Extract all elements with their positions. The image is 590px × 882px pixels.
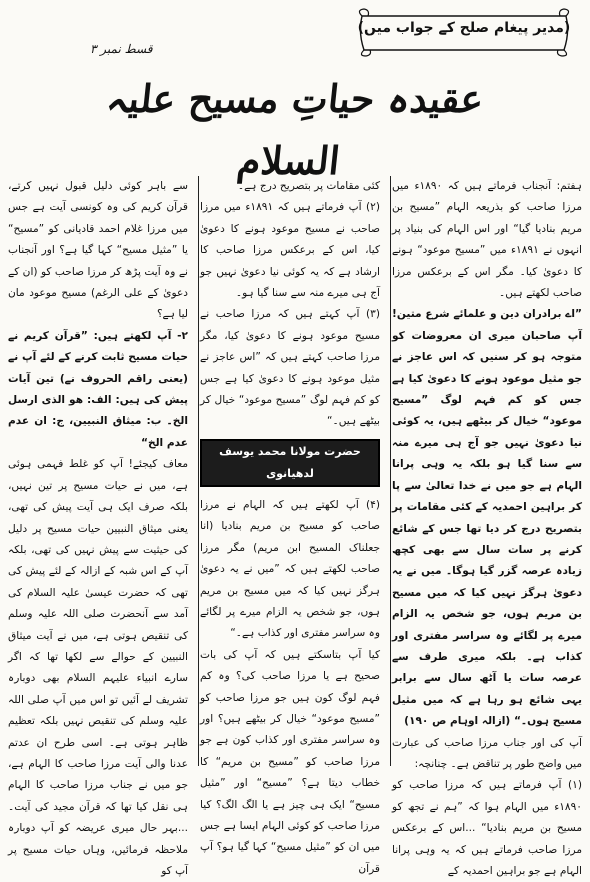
column-middle: [200, 176, 381, 875]
paragraph: ”اے برادران دین و علمائے شرع متین! آپ صاحبان میری ان معروضات کو متوجہ ہو کر سنیں کہ اس عاجز نے جو مثیل موعود ہونے کا دعویٰ کیا ہے جس کو کم فہم لوگ ”مسیح موعود“ خیال کر بیٹھے ہیں، یہ کوئی نیا دعویٰ نہیں جو آج ہی میرے منہ سے سنا گیا ہو بلکہ یہ وہی پرانا الہام ہے جو میں نے خدا تعالیٰ سے پا کر براہین احمدیہ کے کئی مقامات پر بتصریح درج کر دیا تھا جس کے شائع کرنے پر سات سال سے بھی کچھ زیادہ عرصہ گزر گیا ہوگا۔ میں نے یہ دعویٰ ہرگز نہیں کیا کہ میں مسیح بن مریم ہوں، جو شخص یہ الزام میرے پر لگائے وہ سراسر مفتری اور کذاب ہے۔ بلکہ میری طرف سے عرصہ سات یا آٹھ سال سے برابر یہی شائع ہو رہا ہے کہ میں مثیل مسیح ہوں۔“ (ازالہ اوہام ص ۱۹۰): [392, 308, 582, 728]
paragraph: (۳) آپ کہتے ہیں کہ مرزا صاحب نے مسیح موعود ہونے کا دعویٰ کیا، مگر مرزا صاحب کہتے ہیں کہ ”اس عاجز نے مثیل موعود ہونے کا دعویٰ کیا ہے جس کو کم فہم لوگ ”مسیح موعود“ خیال کر بیٹھے ہیں۔“: [200, 308, 380, 428]
paragraph: (۱) آپ فرماتے ہیں کہ مرزا صاحب کو ۱۸۹۰ء میں الہام ہوا کہ ”ہم نے تجھ کو مسیح بن مریم بنادیا“ ...اس کے برعکس مرزا صاحب فرماتے ہیں کہ یہ وہی پرانا الہام ہے جو براہین احمدیہ کے: [392, 779, 582, 877]
paragraph: معاف کیجئے! آپ کو غلط فہمی ہوئی ہے، میں نے حیات مسیح پر تین نہیں، بلکہ صرف ایک ہی آیت پیش کی تھی، یعنی میثاق النبیین حیات مسیح پر دلیل کی حیثیت سے پیش نہیں کی تھی، بلکہ آپ کے اس شبہ کے ازالہ کے لئے پیش کی تھی کہ حضرت عیسیٰ علیہ السلام کی آمد سے آنحضرت صلی اللہ علیہ وسلم کی تنقیص ہوتی ہے، میں نے آیت میثاق النبیین کے حوالے سے لکھا تھا کہ اگر سارے انبیاء علیہم السلام بھی دوبارہ تشریف لے آئیں تو اس میں آپ صلی اللہ علیہ وسلم کی تنقیص نہیں بلکہ تعظیم ظاہر ہوتی ہے۔ اسی طرح ان عدتم عدنا والی آیت مرزا صاحب کا الہام ہے، جو میں نے جناب مرزا صاحب کا الہام ہی نقل کیا تھا کہ قرآن مجید کی آیت۔ ...بہر حال میری عریضہ کو آپ دوبارہ ملاحظہ فرمائیں، وہاں حیات مسیح پر آپ کو: [8, 458, 188, 877]
column-title-frame: [354, 6, 574, 58]
column-divider: [390, 176, 391, 766]
paragraph: کیا آپ بتاسکتے ہیں کہ آپ کی بات صحیح ہے یا مرزا صاحب کی؟ وہ کم فہم لوگ کون ہیں جو مرزا صاحب کو ”مسیح موعود“ خیال کر بیٹھے ہیں؟ اور وہ سراسر مفتری اور کذاب کون ہے جو مرزا صاحب کو ”مسیح بن مریم“ کا خطاب دیتا ہے؟ ”مسیح“ اور ”مثیل مسیح“ ایک ہی چیز ہے یا الگ الگ؟ کیا مرزا صاحب کو کوئی الہام ایسا ہے جس میں ان کو ”مثیل مسیح“ کہا گیا ہو؟ آپ قرآن: [200, 648, 380, 875]
column-divider: [198, 176, 199, 766]
installment-number: قسط نمبر ۳: [90, 42, 153, 56]
paragraph: کئی مقامات پر بتصریح درج ہے۔: [237, 180, 380, 192]
paragraph: سے باہر کوئی دلیل قبول نہیں کرتے، قرآن کریم کی وہ کونسی آیت ہے جس میں مرزا غلام احمد قادیانی کو ”مسیح“ یا ”مثیل مسیح“ کہا گیا ہے؟ اور آنجناب نے وہ آیت پڑھ کر مرزا صاحب کو (ان کے دعویٰ کے علی الرغم) مسیح موعود مان لیا ہے؟: [8, 180, 188, 321]
paragraph: (۲) آپ فرماتے ہیں کہ ۱۸۹۱ء میں مرزا صاحب نے مسیح موعود ہونے کا دعویٰ کیا، اس کے برعکس مرزا صاحب کا ارشاد ہے کہ یہ کوئی نیا دعویٰ نہیں جو آج ہی میرے منہ سے سنا گیا ہو۔: [200, 201, 381, 300]
column-title: (مدیر پیغام صلح کے جواب میں): [357, 20, 571, 36]
article-headline: عقیدہ حیاتِ مسیح علیہ السلام: [104, 76, 486, 183]
column-left: [8, 176, 188, 877]
author-byline: حضرت مولانا محمد یوسف لدھیانوی: [200, 439, 380, 487]
paragraph: آپ کی اور جناب مرزا صاحب کی عبارت میں واضح طور پر تناقض ہے۔ چنانچہ:: [392, 736, 582, 770]
paragraph: ۲- آپ لکھتے ہیں: ”قرآن کریم نے حیات مسیح ثابت کرنے کے لئے آپ نے (یعنی راقم الحروف نے) تین آیات پیش کی ہیں: الف: ھو الذی ارسل الخ۔ ب: میثاق النبیین، ج: ان عدم عدم الخ“: [8, 329, 188, 449]
paragraph: (۴) آپ لکھتے ہیں کہ الہام نے مرزا صاحب کو مسیح بن مریم بنادیا (انا جعلناک المسیح ابن مریم) مگر مرزا صاحب لکھتے ہیں کہ ”میں نے یہ دعویٰ ہرگز نہیں کیا کہ میں مسیح بن مریم ہوں، جو شخص یہ الزام میرے پر لگائے وہ سراسر مفتری اور کذاب ہے۔“: [200, 498, 380, 640]
column-right: [392, 176, 582, 877]
paragraph: ہفتم: آنجناب فرماتے ہیں کہ ۱۸۹۰ء میں مرزا صاحب کو بذریعہ الہام ”مسیح بن مریم بنادیا گیا“ اور اس الہام کی بنیاد پر انہوں نے ۱۸۹۱ء میں ”مسیح موعود“ ہونے کا دعویٰ کیا۔ مگر اس کے برعکس مرزا صاحب لکھتے ہیں۔: [392, 180, 582, 300]
